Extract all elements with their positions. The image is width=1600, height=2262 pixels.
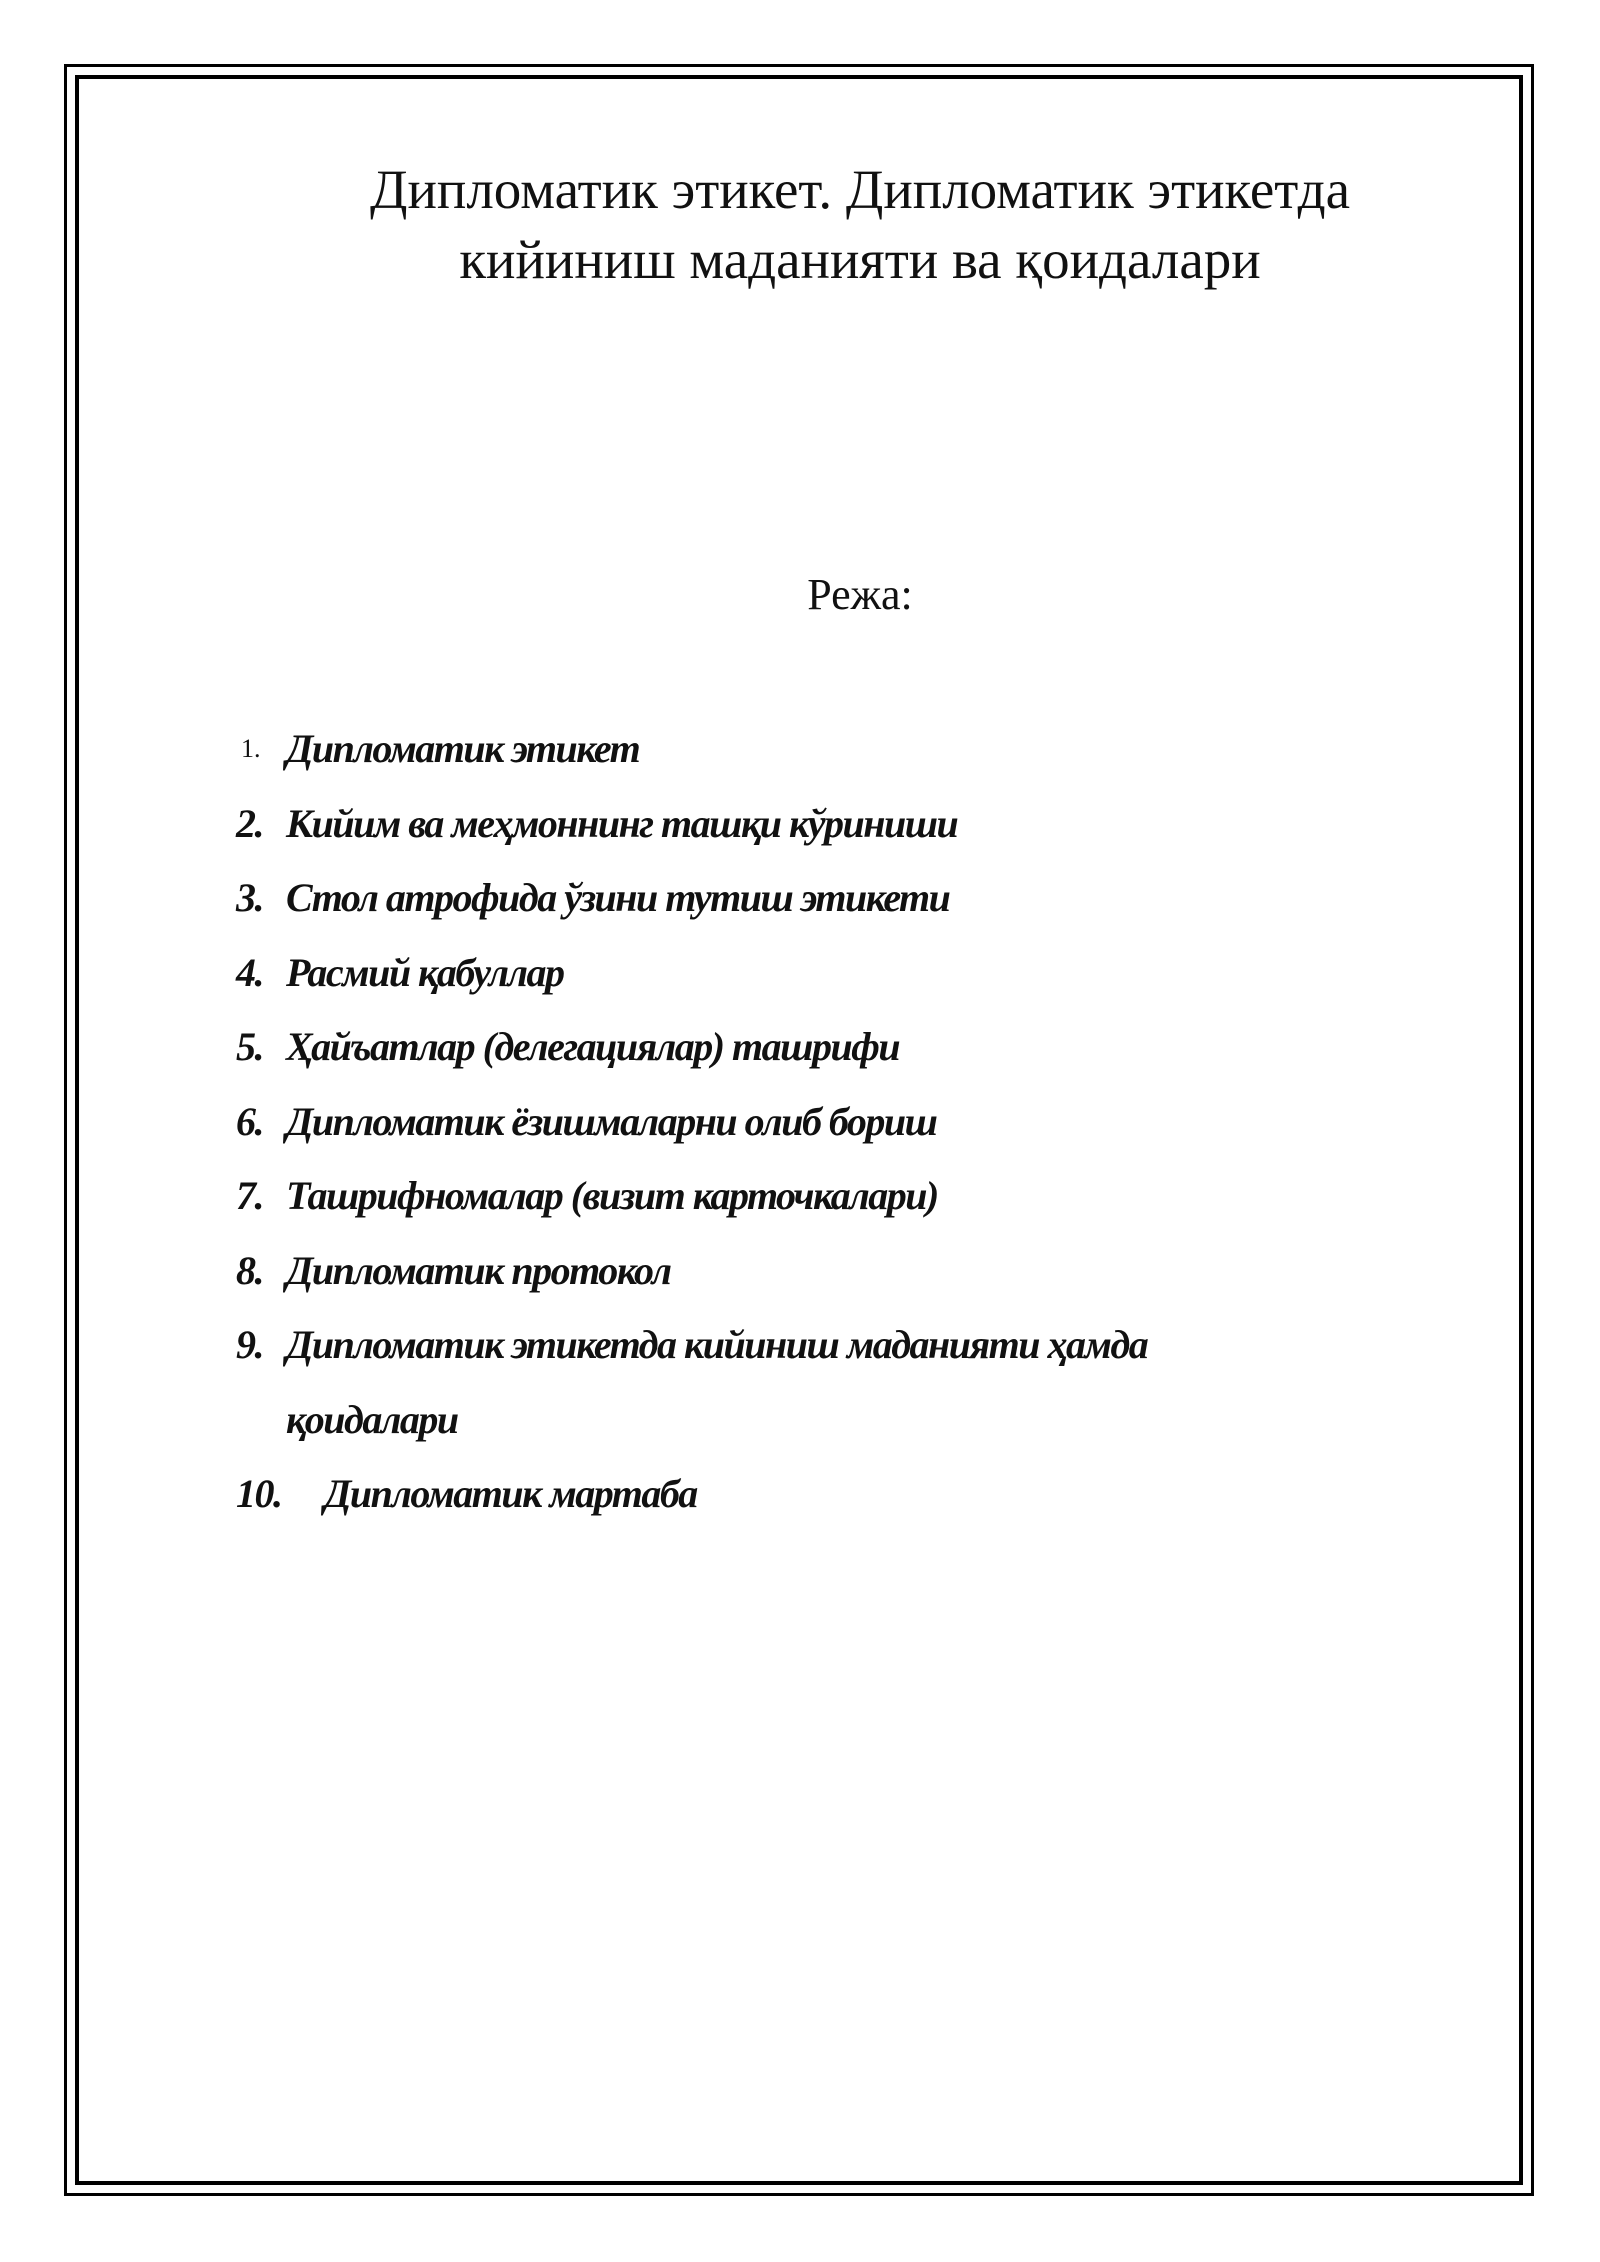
plan-item-text: Ҳайъатлар (делегациялар) ташрифи	[286, 1024, 900, 1069]
plan-item-text: Ташрифномалар (визит карточкалари)	[286, 1173, 938, 1218]
plan-item-number: 6.	[236, 1098, 263, 1144]
plan-item-text-line-2: қоидалари	[286, 1396, 458, 1442]
plan-item-number: 1.	[241, 734, 261, 763]
plan-item-number: 3.	[236, 875, 263, 920]
plan-item-text-line-1: Дипломатик этикетда кийиниш маданияти ҳамда	[286, 1322, 1148, 1367]
plan-item	[236, 1457, 1386, 1532]
plan-item	[236, 1308, 1386, 1457]
plan-item-text: Дипломатик ёзишмаларни олиб бориш	[286, 1098, 937, 1144]
plan-item-text: Расмий қабуллар	[286, 949, 564, 995]
plan-item-number: 10.	[236, 1471, 282, 1516]
plan-item	[236, 1234, 1386, 1309]
plan-item-number: 5.	[236, 1024, 263, 1069]
plan-heading: Режа:	[807, 570, 913, 619]
document-title	[260, 155, 1460, 295]
plan-item	[236, 861, 1386, 936]
plan-item-number: 4.	[236, 949, 263, 995]
plan-item	[236, 787, 1386, 862]
plan-item	[236, 936, 1386, 1011]
plan-item	[236, 1010, 1386, 1085]
title-line-2: кийиниш маданияти ва қоидалари	[459, 229, 1261, 290]
plan-item-text: Дипломатик этикет	[286, 726, 640, 771]
title-line-1: Дипломатик этикет. Дипломатик этикетда	[369, 159, 1351, 220]
plan-list	[236, 712, 1386, 1532]
plan-item	[236, 712, 1386, 787]
plan-item-number: 7.	[236, 1173, 263, 1218]
plan-item-text: Дипломатик протокол	[286, 1247, 671, 1293]
plan-item-number: 9.	[236, 1322, 263, 1367]
plan-item	[236, 1085, 1386, 1160]
plan-item	[236, 1159, 1386, 1234]
plan-item-text: Кийим ва меҳмоннинг ташқи кўриниши	[286, 800, 958, 846]
plan-item-number: 8.	[236, 1247, 263, 1293]
plan-item-text: Стол атрофида ўзини тутиш этикети	[286, 875, 950, 920]
plan-item-number: 2.	[236, 800, 263, 846]
plan-item-text: Дипломатик мартаба	[324, 1471, 697, 1516]
